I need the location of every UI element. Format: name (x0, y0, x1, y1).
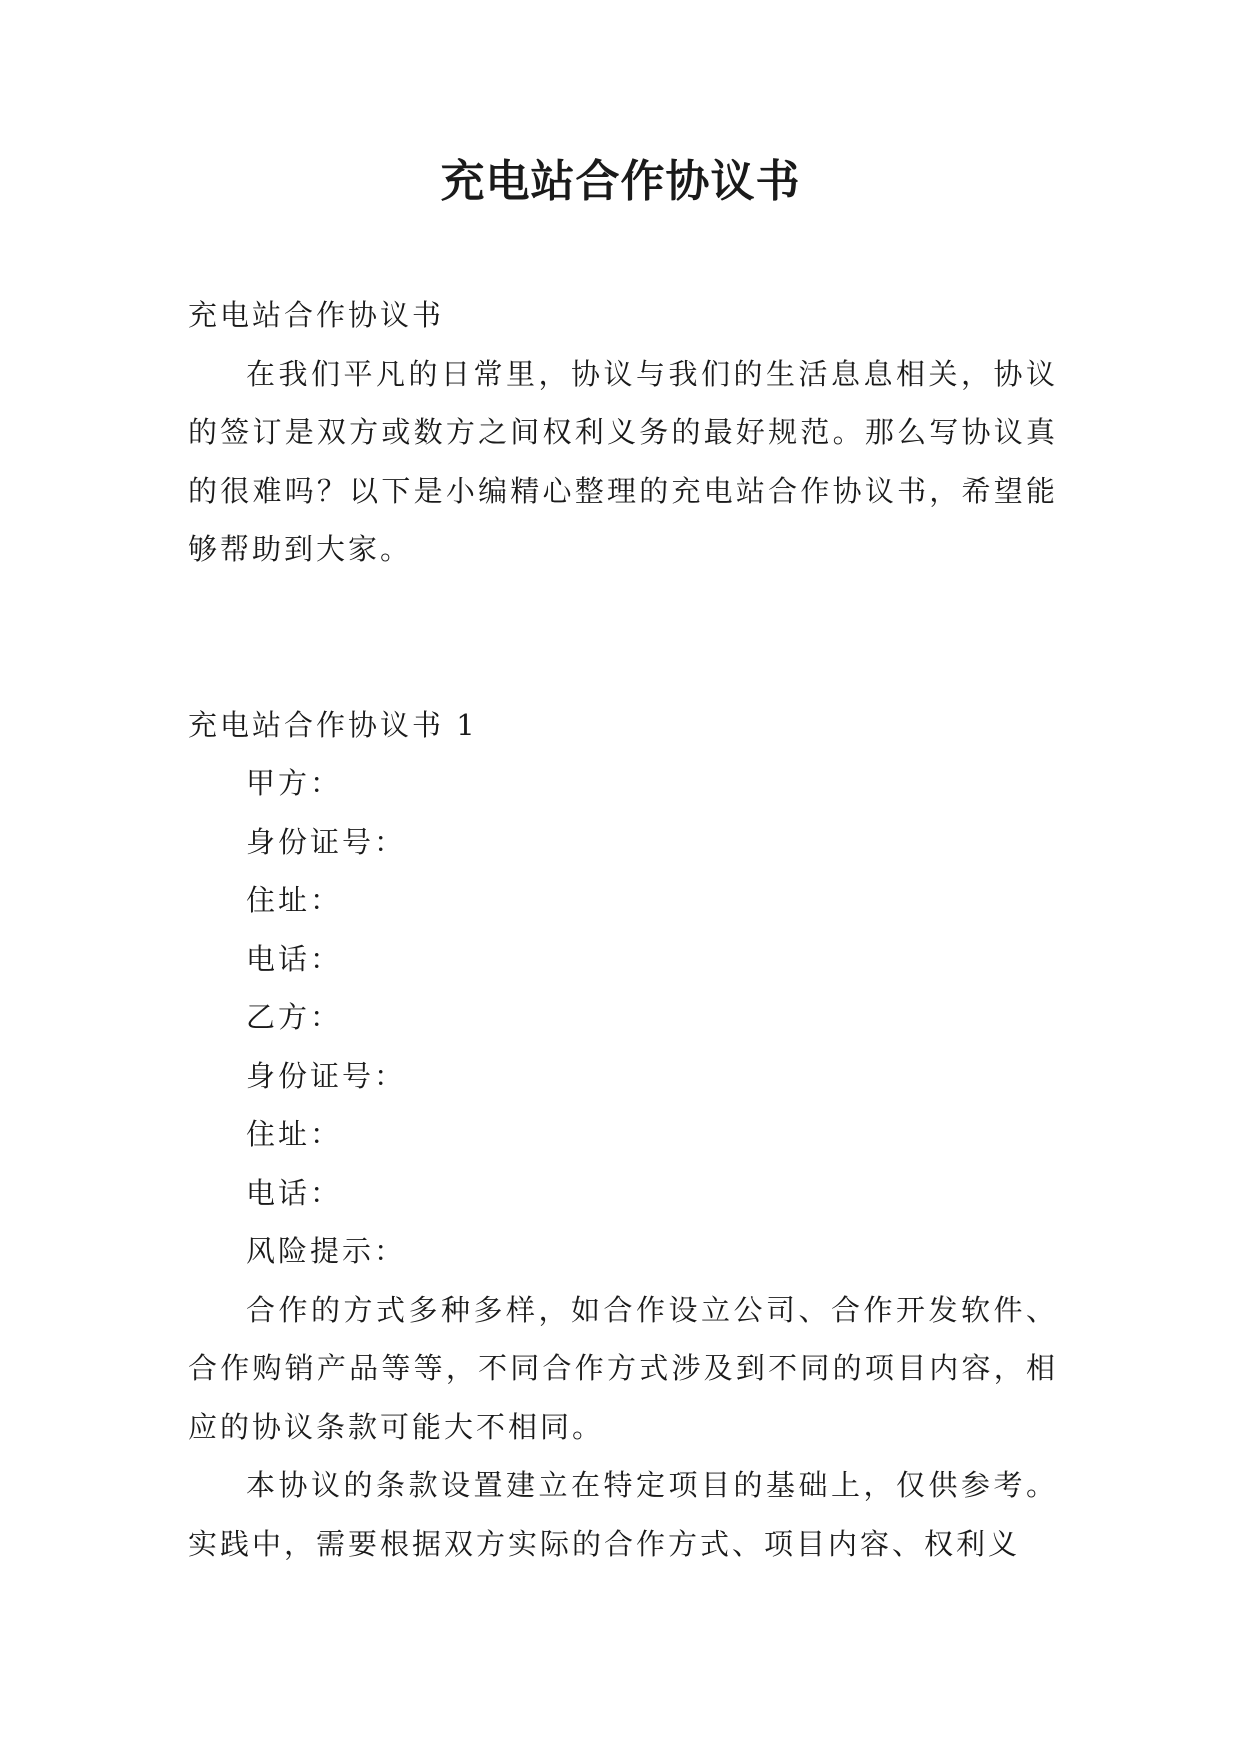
section-heading: 充电站合作协议书 1 (188, 707, 478, 742)
document-body (188, 286, 1058, 1573)
risk-heading: 风险提示： (246, 1234, 407, 1268)
risk-paragraph: 合作的方式多种多样，如合作设立公司、合作开发软件、合作购销产品等等，不同合作方式涉及到不同的项目内容，相应的协议条款可能大不相同。 (188, 1292, 1058, 1444)
party-a-label: 甲方： (246, 766, 343, 800)
section-spacer (188, 579, 1058, 696)
terms-paragraph: 本协议的条款设置建立在特定项目的基础上，仅供参考。实践中，需要根据双方实际的合作方式、项目内容、权利义 (188, 1468, 1058, 1561)
party-a-address-label: 住址： (246, 883, 343, 917)
party-a-phone-label: 电话： (246, 941, 343, 976)
party-b-id-label: 身份证号： (246, 1058, 407, 1093)
party-a-id-label: 身份证号： (246, 824, 407, 859)
party-b-label: 乙方： (246, 1000, 343, 1034)
party-b-address-label: 住址： (246, 1117, 343, 1151)
document-title: 充电站合作协议书 (440, 156, 801, 207)
document-subtitle: 充电站合作协议书 (188, 298, 445, 332)
intro-paragraph: 在我们平凡的日常里，协议与我们的生活息息相关，协议的签订是双方或数方之间权利义务的最好规范。那么写协议真的很难吗？以下是小编精心整理的充电站合作协议书，希望能够帮助到大家。 (188, 356, 1058, 566)
party-b-phone-label: 电话： (246, 1175, 343, 1210)
